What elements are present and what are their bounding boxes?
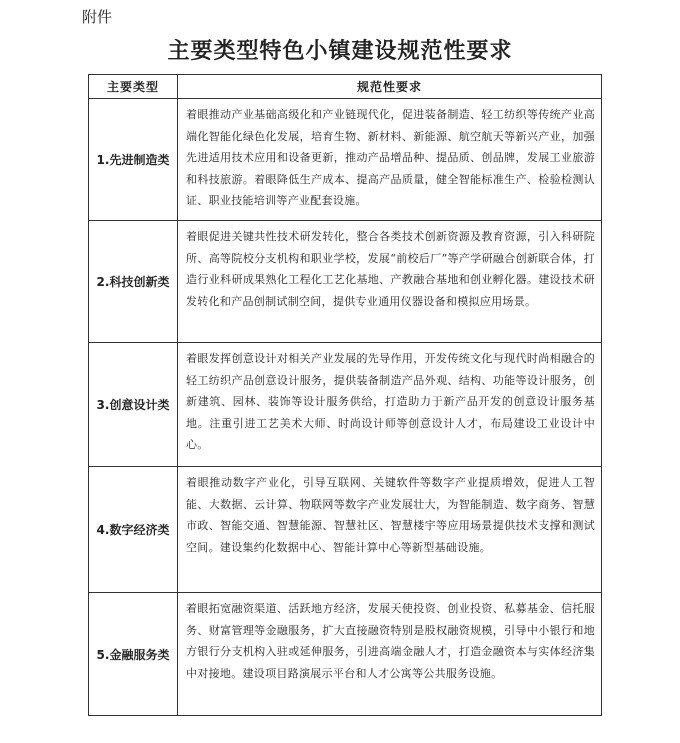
- row-requirement: 着眼推动产业基础高级化和产业链现代化，促进装备制造、轻工纺织等传统产业高端化智能化绿色化发展，培育生物、新材料、新能源、航空航天等新兴产业，加强先进适用技术应用和设备更新，推动产品增品种、提品质、创品牌，发展工业旅游和科技旅游。着眼降低生产成本、提高产品质量，健全智能标准生产、检验检测认证、职业技能培训等产业配套设施。: [178, 99, 602, 221]
- row-type: 5.金融服务类: [89, 593, 178, 716]
- row-requirement: 着眼拓宽融资渠道、活跃地方经济，发展天使投资、创业投资、私募基金、信托服务、财富管理等金融服务，扩大直接融资特别是股权融资规模，引导中小银行和地方银行分支机构入驻或延伸服务，引进高端金融人才，打造金融资本与实体经济集中对接地。建设项目路演展示平台和人才公寓等公共服务设施。: [178, 593, 602, 716]
- table-row: [89, 99, 602, 221]
- document-title: 主要类型特色小镇建设规范性要求: [167, 39, 513, 64]
- row-type: 1.先进制造类: [89, 99, 178, 221]
- table-row: [89, 221, 602, 343]
- row-requirement: 着眼促进关键共性技术研发转化，整合各类技术创新资源及教育资源，引入科研院所、高等院校分支机构和职业学校，发展“前校后厂”等产学研融合创新联合体，打造行业科研成果熟化工程化工艺化基地、产教融合基地和创业孵化器。建设技术研发转化和产品创制试制空间，提供专业通用仪器设备和模拟应用场景。: [178, 221, 602, 343]
- row-type: 2.科技创新类: [89, 221, 178, 343]
- row-requirement: 着眼推动数字产业化，引导互联网、关键软件等数字产业提质增效，促进人工智能、大数据、云计算、物联网等数字产业发展壮大，为智能制造、数字商务、智慧市政、智能交通、智慧能源、智慧社区、智慧楼宇等应用场景提供技术支撑和测试空间。建设集约化数据中心、智能计算中心等新型基础设施。: [178, 467, 602, 593]
- table-header-row: [89, 75, 602, 99]
- requirements-table: [88, 74, 602, 716]
- table-row: [89, 343, 602, 467]
- table-row: [89, 593, 602, 716]
- row-requirement: 着眼发挥创意设计对相关产业发展的先导作用，开发传统文化与现代时尚相融合的轻工纺织产品创意设计服务，提供装备制造产品外观、结构、功能等设计服务，创新建筑、园林、装饰等设计服务供给，打造助力于新产品开发的创意设计服务基地。注重引进工艺美术大师、时尚设计师等创意设计人才，布局建设工业设计中心。: [178, 343, 602, 467]
- header-type: 主要类型: [89, 75, 178, 99]
- attachment-label: 附件: [82, 8, 113, 26]
- header-requirement: 规范性要求: [178, 75, 602, 99]
- table-row: [89, 467, 602, 593]
- row-type: 4.数字经济类: [89, 467, 178, 593]
- row-type: 3.创意设计类: [89, 343, 178, 467]
